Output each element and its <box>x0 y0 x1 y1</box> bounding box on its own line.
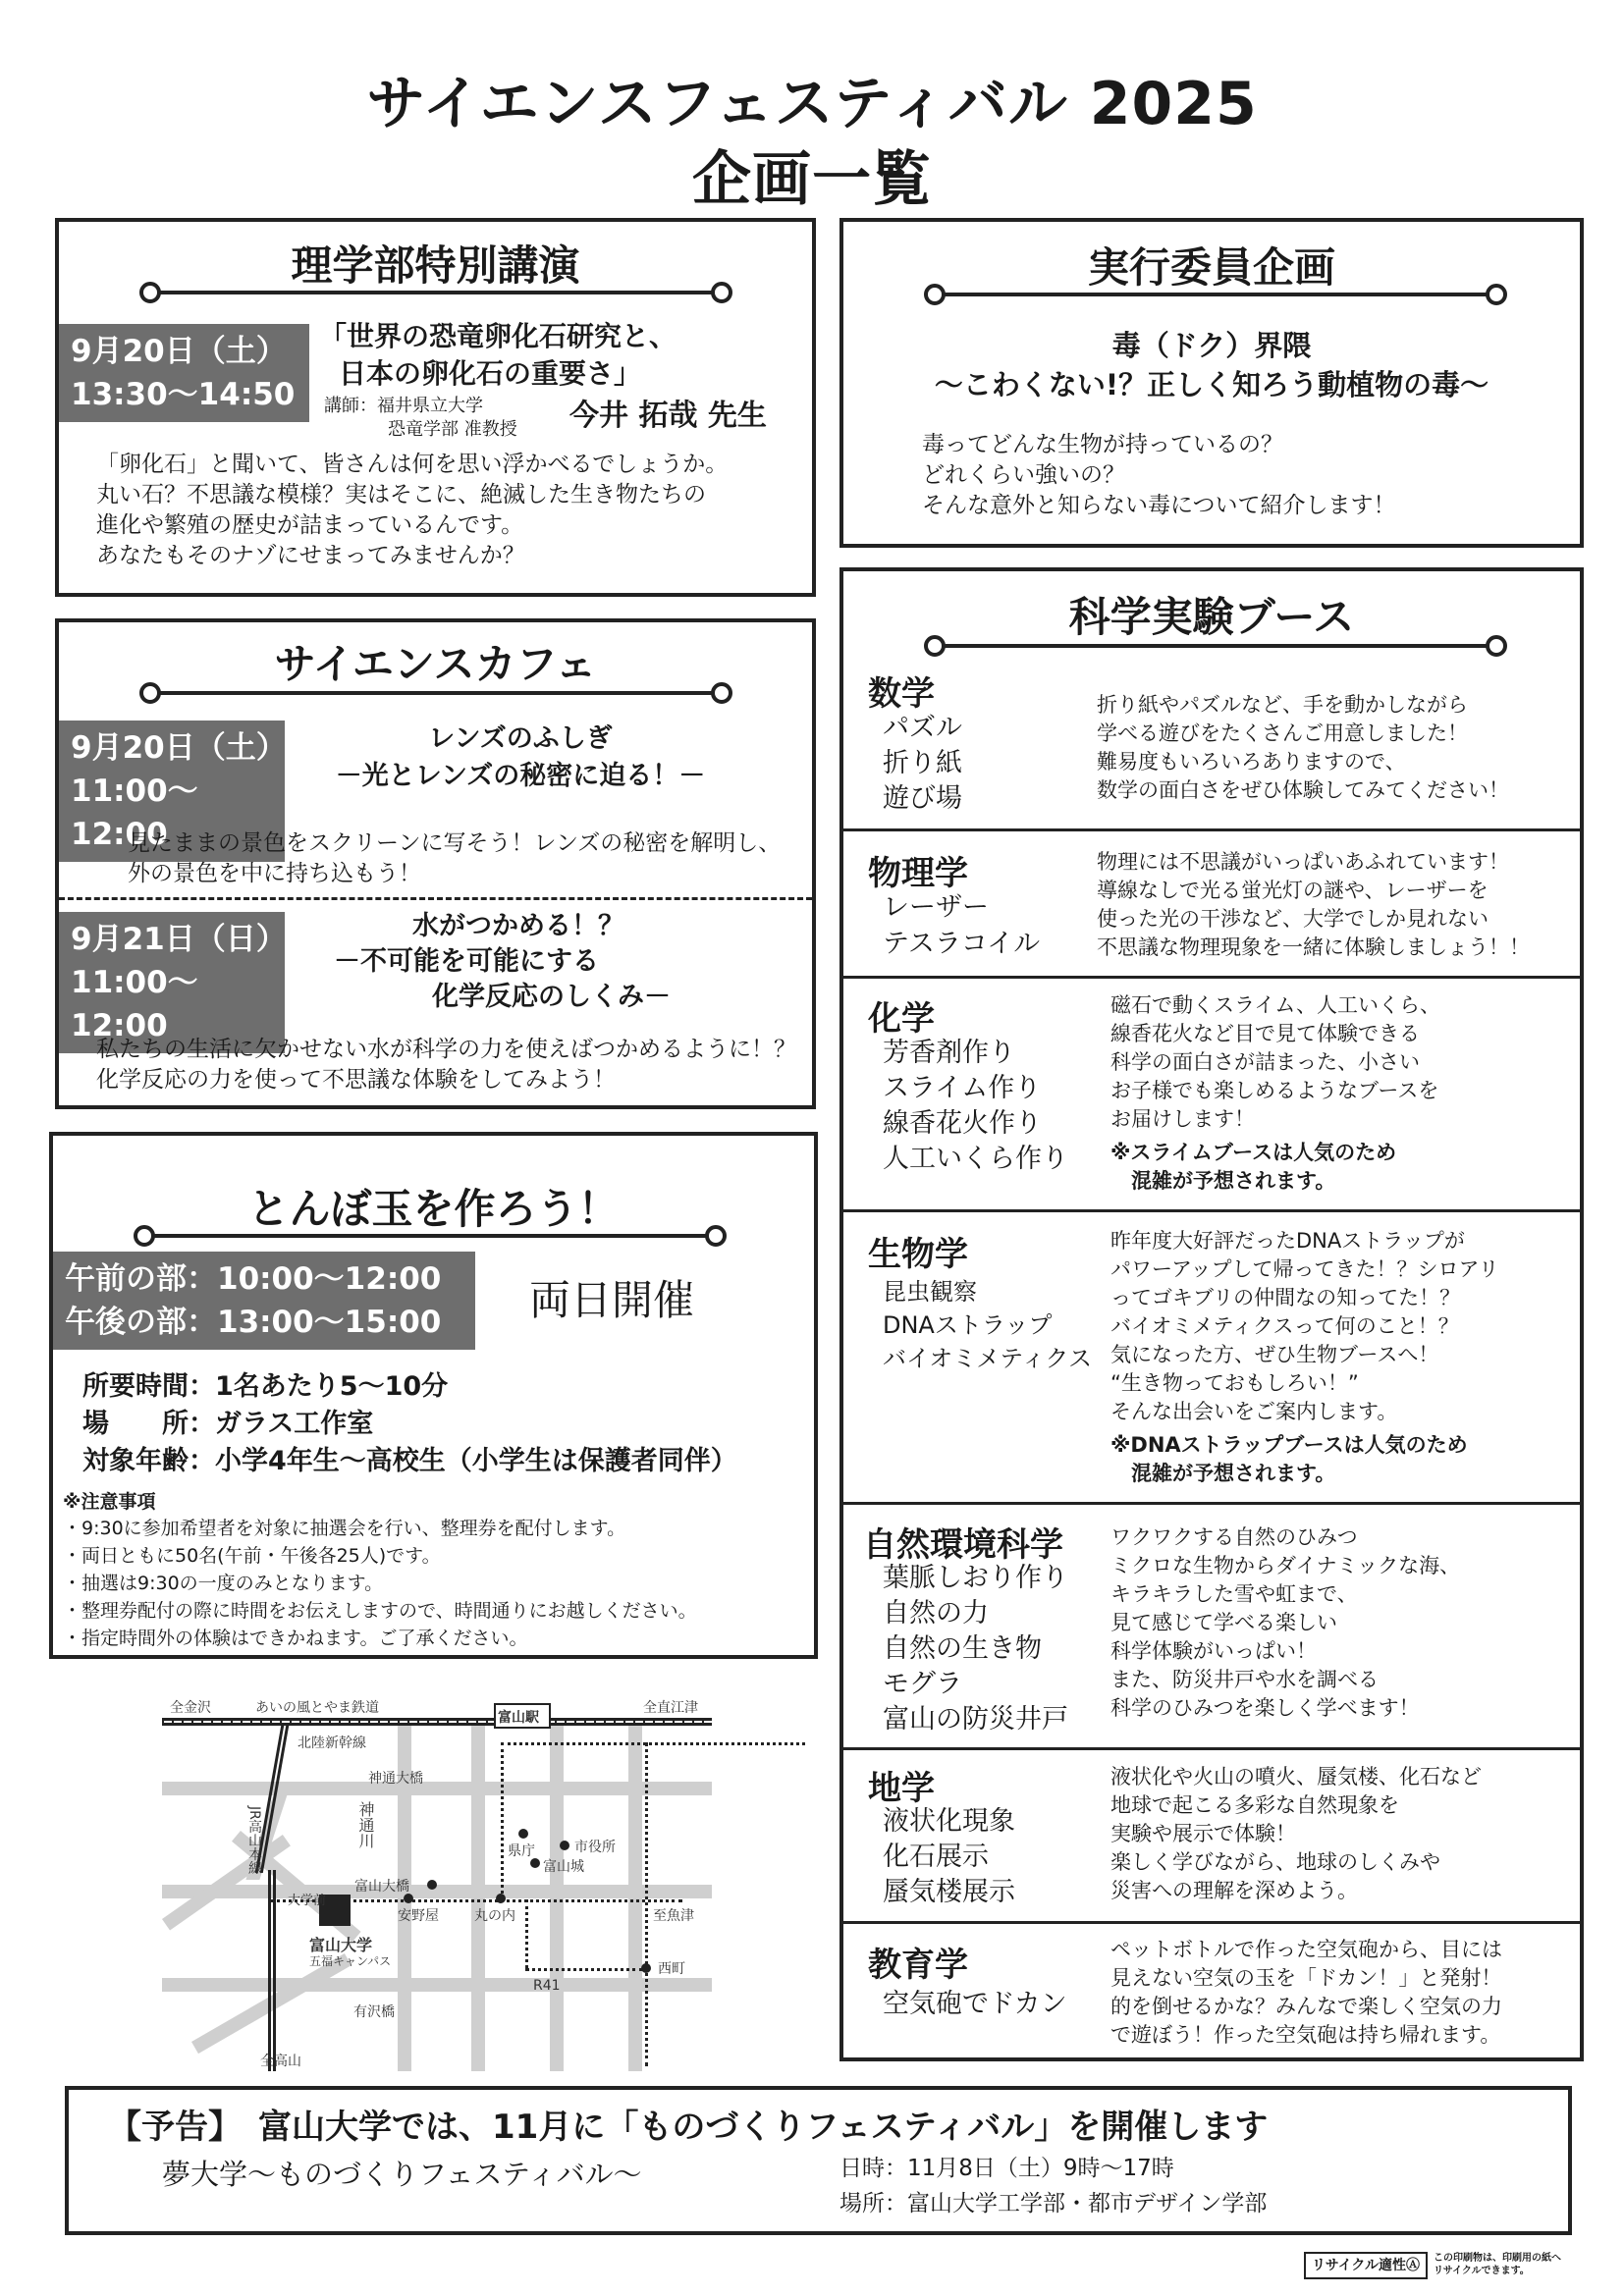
map-label-shiyakusho: 市役所 <box>574 1840 616 1855</box>
booth-desc: 気になった方、ぜひ生物ブースへ！ <box>1110 1343 1439 1366</box>
map-label-nishicho: 西町 <box>658 1961 685 1977</box>
booth-desc: 実験や展示で体験！ <box>1110 1822 1296 1845</box>
map-label-anoya: 安野屋 <box>398 1908 439 1924</box>
map-label-jr-takayama: JR高山本線 <box>246 1806 262 1875</box>
map-road <box>550 1723 564 2071</box>
lecture-speaker-role-2: 恐竜学部 准教授 <box>388 419 517 440</box>
notice-place: 場所：富山大学工学部・都市デザイン学部 <box>839 2191 1268 2216</box>
cafe-s1-body-1: 見たままの景色をスクリーンに写そう！レンズの秘密を解明し、 <box>128 830 782 856</box>
map-label-uozu: 至魚津 <box>653 1908 694 1924</box>
page-subtitle: 企画一覧 <box>692 145 932 214</box>
lecture-panel <box>55 218 816 597</box>
booth-desc: そんな出会いをご案内します。 <box>1110 1400 1398 1423</box>
booth-desc: また、防災井戸や水を調べる <box>1110 1668 1379 1691</box>
map-road <box>628 1723 642 2071</box>
notice-date: 日時：11月8日（土）9時〜17時 <box>839 2156 1174 2181</box>
booth-item: 人工いくら作り <box>883 1144 1068 1174</box>
lecture-speaker-name: 今井 拓哉 先生 <box>569 399 767 433</box>
notice-subtitle: 夢大学〜ものづくりフェスティバル〜 <box>162 2158 642 2191</box>
booth-category-biology: 生物学 <box>868 1235 968 1274</box>
booth-desc: 折り紙やパズルなど、手を動かしながら <box>1097 693 1468 717</box>
tombo-note-5: ・指定時間外の体験はできかねます。ご了承ください。 <box>63 1628 528 1649</box>
booth-item: 昆虫観察 <box>883 1278 977 1306</box>
booth-desc: バイオミメティクスって何のこと！？ <box>1110 1314 1459 1338</box>
cafe-s2-title-2: －不可能を可能にする <box>334 946 599 977</box>
booth-desc: お届けします！ <box>1110 1107 1255 1131</box>
tombo-panel <box>49 1132 818 1659</box>
exec-body-1: 毒ってどんな生物が持っているの？ <box>922 432 1283 457</box>
booth-item: スライム作り <box>883 1073 1042 1103</box>
booth-desc: 科学体験がいっぱい！ <box>1110 1639 1317 1663</box>
cafe-heading: サイエンスカフェ <box>274 640 597 688</box>
booth-item: 空気砲でドカン <box>883 1989 1067 2019</box>
booth-category-earth: 地学 <box>868 1769 935 1808</box>
marunouchi-dot <box>496 1894 506 1903</box>
booth-item: 葉脈しおり作り <box>883 1563 1068 1593</box>
notice-headline: 【予告】 富山大学では、11月に「ものづくりフェスティバル」を開催します <box>108 2108 1269 2147</box>
booth-category-math: 数学 <box>868 674 935 714</box>
booth-desc: ワクワクする自然のひみつ <box>1110 1525 1358 1549</box>
lecture-time: 13:30〜14:50 <box>71 377 296 412</box>
cafe-s2-body-2: 化学反応の力を使って不思議な体験をしてみよう！ <box>96 1067 616 1093</box>
map-label-toyama-bridge: 富山大橋 <box>354 1879 409 1895</box>
booth-desc: 磁石で動くスライム、人工いくら、 <box>1110 993 1440 1017</box>
cafe-s1-title-2: －光とレンズの秘密に迫る！－ <box>335 761 706 791</box>
recycle-note <box>1434 2252 1561 2277</box>
tombo-note-1: ・9:30に参加希望者を対象に抽選会を行い、整理券を配付します。 <box>63 1518 626 1539</box>
booth-item: 線香花火作り <box>883 1108 1042 1139</box>
tombo-am: 午前の部：10:00〜12:00 <box>65 1261 442 1297</box>
lecture-body-1: 「卵化石」と聞いて、皆さんは何を思い浮かべるでしょうか。 <box>96 452 729 477</box>
booth-category-education: 教育学 <box>868 1946 968 1985</box>
exec-heading: 実行委員企画 <box>1087 243 1335 292</box>
booth-panel <box>839 567 1584 2061</box>
booth-category-env: 自然環境科学 <box>863 1525 1063 1565</box>
lecture-body-4: あなたもそのナゾにせまってみませんか？ <box>96 543 525 568</box>
booth-desc: 見て感じて学べる楽しい <box>1110 1611 1337 1634</box>
booth-divider <box>843 828 1580 831</box>
tram-line <box>645 1742 648 2066</box>
map-label-toyama-station: 富山駅 <box>498 1710 539 1726</box>
tram-line <box>501 1742 504 1899</box>
booth-item: テスラコイル <box>883 929 1041 959</box>
booth-divider <box>843 1921 1580 1924</box>
cafe-s1-title-1: レンズのふしぎ <box>428 723 613 754</box>
booth-desc: 使った光の干渉など、大学でしか見れない <box>1097 907 1489 931</box>
tombo-heading: とんぼ玉を作ろう！ <box>247 1185 620 1233</box>
booth-desc: ミクロな生物からダイナミックな海、 <box>1110 1554 1461 1577</box>
map-label-kencho: 県庁 <box>508 1843 535 1859</box>
map-label-marunouchi: 丸の内 <box>474 1908 515 1924</box>
booth-item: 折り紙 <box>883 748 962 778</box>
booth-note: ※スライムブースは人気のため <box>1110 1141 1397 1164</box>
booth-divider <box>843 1747 1580 1750</box>
nishicho-dot <box>641 1963 651 1973</box>
map-label-arisawa: 有沢橋 <box>353 2004 395 2020</box>
cafe-s1-time: 11:00〜12:00 <box>71 774 198 852</box>
lecture-talk-title-2: 日本の卵化石の重要さ」 <box>339 357 642 390</box>
booth-desc: 昨年度大好評だったDNAストラップが <box>1110 1229 1465 1253</box>
booth-heading: 科学実験ブース <box>1068 593 1355 641</box>
tram-line <box>525 1968 643 1971</box>
tombo-pm: 午後の部：13:00〜15:00 <box>65 1305 442 1340</box>
notice-panel <box>65 2086 1572 2235</box>
exec-body-3: そんな意外と知らない毒について紹介します！ <box>922 493 1396 518</box>
cafe-s2-datetime <box>59 912 285 1053</box>
lecture-date: 9月20日（土） <box>71 334 287 369</box>
bridge-dot <box>427 1880 437 1890</box>
booth-note: 混雑が予想されます。 <box>1110 1462 1336 1485</box>
booth-desc: 災害への理解を深めよう。 <box>1110 1879 1358 1902</box>
exec-title-2: 〜こわくない!？正しく知ろう動植物の毒〜 <box>934 368 1489 401</box>
heading-rule <box>942 644 1489 648</box>
recycle-note-1: この印刷物は、印刷用の紙へ <box>1434 2253 1561 2264</box>
cafe-s1-date: 9月20日（土） <box>71 730 287 766</box>
heading-rule <box>151 1234 709 1238</box>
recycle-mark <box>1304 2252 1428 2279</box>
map-label-kanazawa: 全金沢 <box>170 1700 211 1716</box>
booth-desc: 導線なしで光る蛍光灯の謎や、レーザーを <box>1097 879 1489 902</box>
cafe-panel <box>55 618 816 1109</box>
map-label-takayama: 全高山 <box>260 2054 301 2069</box>
tombo-both-days: 両日開催 <box>529 1276 695 1324</box>
booth-desc: キラキラした雪や虹まで、 <box>1110 1582 1358 1606</box>
booth-desc: 楽しく学びながら、地球のしくみや <box>1110 1850 1440 1874</box>
map-label-castle: 富山城 <box>543 1859 584 1875</box>
map-label-jinzu-bridge: 神通大橋 <box>368 1771 423 1787</box>
booth-item: 遊び場 <box>883 783 962 814</box>
booth-item: バイオミメティクス <box>883 1345 1093 1372</box>
booth-desc: 科学の面白さが詰まった、小さい <box>1110 1050 1420 1074</box>
booth-item: パズル <box>883 713 962 743</box>
booth-divider <box>843 976 1580 979</box>
kencho-dot <box>518 1829 528 1839</box>
map-label-naoetsu: 全直江津 <box>643 1700 698 1716</box>
cafe-s2-title-1: 水がつかめる！？ <box>412 911 624 941</box>
map-label-daigakumae: 大学前 <box>288 1894 327 1908</box>
booth-item: 蜃気楼展示 <box>883 1877 1015 1907</box>
map-label-campus: 五福キャンパス <box>309 1954 392 1968</box>
booth-desc: ってゴキブリの仲間なの知ってた！？ <box>1110 1286 1461 1309</box>
exec-title-1: 毒（ドク）界隈 <box>1111 329 1312 362</box>
recycle-note-2: リサイクルできます。 <box>1434 2266 1530 2276</box>
tombo-place: 場 所：ガラス工作室 <box>82 1409 374 1439</box>
tombo-age: 対象年齢：小学4年生〜高校生（小学生は保護者同伴） <box>82 1446 737 1476</box>
tombo-times <box>53 1252 475 1350</box>
map-label-ainokaze: あいの風とやま鉄道 <box>255 1700 379 1716</box>
lecture-body-2: 丸い石？不思議な模様？実はそこに、絶滅した生き物たちの <box>96 482 706 507</box>
booth-desc: “生き物っておもしろい！” <box>1110 1371 1359 1395</box>
booth-desc: 学べる遊びをたくさんご用意しました！ <box>1097 721 1468 745</box>
booth-item: DNAストラップ <box>883 1311 1053 1339</box>
map-road <box>471 1723 485 2071</box>
booth-item: モグラ <box>883 1669 962 1699</box>
heading-rule <box>157 291 715 294</box>
map-label-hokuriku: 北陸新幹線 <box>298 1735 366 1751</box>
booth-item: レーザー <box>883 892 989 923</box>
cafe-s2-body-1: 私たちの生活に欠かせない水が科学の力を使えばつかめるように！？ <box>96 1037 796 1062</box>
recycle-mark-label: リサイクル適性Ⓐ <box>1311 2258 1421 2273</box>
booth-desc: パワーアップして帰ってきた！？シロアリ <box>1110 1257 1499 1281</box>
tombo-note-3: ・抽選は9:30の一度のみとなります。 <box>63 1573 384 1594</box>
booth-category-physics: 物理学 <box>868 854 968 893</box>
booth-item: 化石展示 <box>883 1842 989 1872</box>
map-label-jinzu-river: 神通川 <box>356 1801 375 1848</box>
tram-line <box>525 1899 528 1968</box>
booth-desc: 的を倒せるかな？みんなで楽しく空気の力 <box>1110 1995 1502 2018</box>
exec-body-2: どれくらい強いの？ <box>922 462 1125 488</box>
booth-desc: 難易度もいろいろありますので、 <box>1097 750 1406 774</box>
cafe-s2-time: 11:00〜12:00 <box>71 965 198 1043</box>
lecture-talk-title-1: 「世界の恐竜卵化石研究と、 <box>319 320 677 352</box>
tombo-notes-heading: ※注意事項 <box>63 1491 156 1513</box>
booth-desc: で遊ぼう！作った空気砲は持ち帰れます。 <box>1110 2023 1501 2047</box>
booth-divider <box>843 1502 1580 1505</box>
shiyakusho-dot <box>560 1841 569 1850</box>
booth-divider <box>843 1209 1580 1212</box>
lecture-speaker-role-1: 講師：福井県立大学 <box>324 396 483 416</box>
access-map <box>162 1683 712 2071</box>
booth-note: 混雑が予想されます。 <box>1110 1169 1336 1193</box>
tombo-duration: 所要時間：1名あたり5〜10分 <box>82 1371 449 1402</box>
booth-item: 芳香剤作り <box>883 1038 1015 1068</box>
exec-panel <box>839 218 1584 548</box>
map-label-r41: R41 <box>533 1978 561 1994</box>
booth-desc: 見えない空気の玉を「ドカン！」と発射！ <box>1110 1966 1502 1990</box>
booth-item: 富山の防災井戸 <box>883 1704 1068 1735</box>
booth-desc: 線香花火など目で見て体験できる <box>1110 1022 1420 1045</box>
booth-desc: 液状化や火山の噴火、蜃気楼、化石など <box>1110 1765 1482 1789</box>
map-label-univ: 富山大学 <box>309 1936 373 1954</box>
lecture-body-3: 進化や繁殖の歴史が詰まっているんです。 <box>96 512 524 538</box>
cafe-s1-body-2: 外の景色を中に持ち込もう！ <box>128 861 421 886</box>
page-title: サイエンスフェスティバル 2025 <box>366 70 1258 138</box>
booth-desc: 地球で起こる多彩な自然現象を <box>1110 1793 1399 1817</box>
cafe-s2-date: 9月21日（日） <box>71 922 287 957</box>
booth-desc: ペットボトルで作った空気砲から、目には <box>1110 1938 1502 1961</box>
heading-rule <box>157 691 715 695</box>
booth-desc: 数学の面白さをぜひ体験してみてください！ <box>1097 778 1509 802</box>
tram-line <box>501 1742 805 1745</box>
booth-note: ※DNAストラップブースは人気のため <box>1110 1433 1468 1457</box>
booth-item: 自然の生き物 <box>883 1633 1042 1664</box>
booth-item: 液状化現象 <box>883 1806 1015 1837</box>
rail-line <box>162 1718 712 1726</box>
booth-desc: お子様でも楽しめるようなブースを <box>1110 1079 1439 1102</box>
lecture-heading: 理学部特別講演 <box>291 241 580 290</box>
tombo-note-4: ・整理券配付の際に時間をお伝えしますので、時間通りにお越しください。 <box>63 1600 697 1622</box>
cafe-s2-title-3: 化学反応のしくみ－ <box>432 982 671 1012</box>
heading-rule <box>942 293 1489 296</box>
cafe-divider <box>59 897 812 900</box>
booth-desc: 不思議な物理現象を一緒に体験しましょう！！ <box>1097 935 1530 959</box>
booth-desc: 科学のひみつを楽しく学べます！ <box>1110 1696 1420 1720</box>
booth-item: 自然の力 <box>883 1598 989 1629</box>
booth-category-chemistry: 化学 <box>868 999 935 1039</box>
tombo-note-2: ・両日ともに50名(午前・午後各25人)です。 <box>63 1545 441 1567</box>
lecture-datetime <box>59 324 309 422</box>
booth-desc: 物理には不思議がいっぱいあふれています！ <box>1097 850 1509 874</box>
